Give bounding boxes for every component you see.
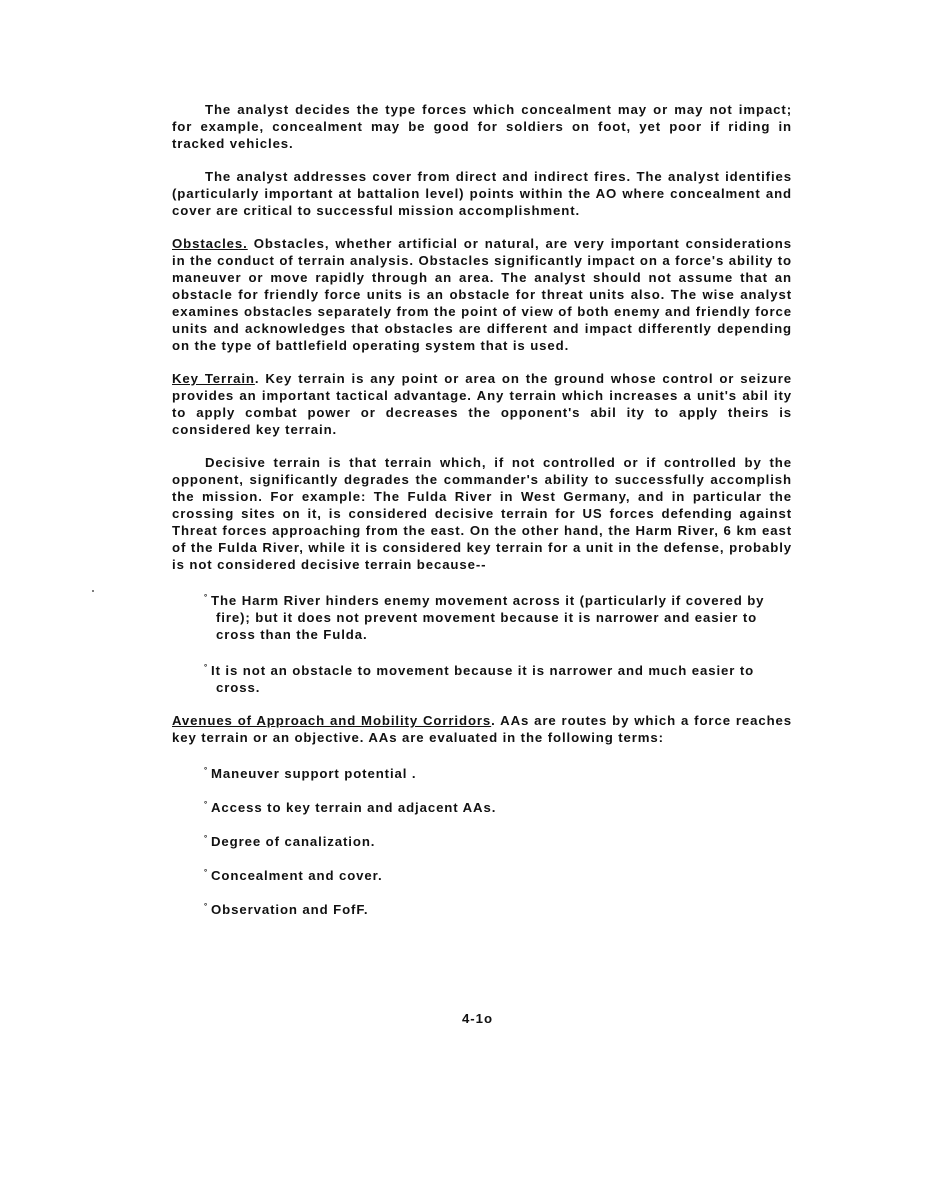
term-text: Access to key terrain and adjacent AAs.: [211, 800, 497, 815]
term-canalization: [204, 830, 776, 850]
degree-bullet-icon: °: [204, 766, 209, 775]
bullet-text: The Harm River hinders enemy movement across it (particularly if covered by fire); but it does not prevent movement because it is narrower and easier to cross than the Fulda.: [211, 593, 765, 642]
paragraph-concealment: [172, 101, 792, 152]
obstacles-text: Obstacles, whether artificial or natural, are very important considerations in the conduct of terrain analysis. Obstacles significantly impact on a force's ability to maneuver or move rapidly through an area. The analyst should not assume that an obstacle for friendly force units is an obstacle for threat units also. The wise analyst examines obstacles separately from the point of view of both enemy and friendly force units and acknowledges that obstacles are different and impact differently depending on the type of battlefield operating system that is used.: [172, 236, 792, 353]
paragraph-cover: [172, 168, 792, 219]
term-text: Observation and FofF.: [211, 902, 369, 917]
avenues-text: . AAs are routes by which a force reaches key terrain or an objective. AAs are evaluated in the following terms:: [172, 713, 792, 745]
key-terrain-text: . Key terrain is any point or area on the ground whose control or seizure provides an important tactical advantage. Any terrain which increases a unit's abil ity to apply combat power or decreases the opponent's abil ity to apply theirs is considered key terrain.: [172, 371, 793, 437]
term-access-key-terrain: [204, 796, 776, 816]
term-text: Concealment and cover.: [211, 868, 383, 883]
degree-bullet-icon: °: [204, 663, 209, 672]
bullet-not-obstacle: [204, 659, 776, 696]
avenues-heading: Avenues of Approach and Mobility Corridors: [172, 713, 492, 728]
paragraph-key-terrain: [172, 370, 792, 438]
term-text: Degree of canalization.: [211, 834, 376, 849]
document-body: [172, 101, 792, 932]
term-observation: [204, 898, 776, 918]
degree-bullet-icon: °: [204, 834, 209, 843]
paragraph-concealment-text: The analyst decides the type forces which concealment may or may not impact; for example, concealment may be good for soldiers on foot, yet poor if riding in tracked vehicles.: [172, 102, 792, 151]
obstacles-heading: Obstacles.: [172, 236, 248, 251]
key-terrain-heading: Key Terrain: [172, 371, 255, 386]
degree-bullet-icon: °: [204, 902, 209, 911]
degree-bullet-icon: °: [204, 593, 209, 602]
term-concealment-cover: [204, 864, 776, 884]
scan-speck: [92, 590, 94, 592]
page-number: 4-1o: [461, 1011, 494, 1026]
degree-bullet-icon: °: [204, 868, 209, 877]
paragraph-cover-text: The analyst addresses cover from direct and indirect fires. The analyst identifies (particularly important at battalion level) points within the AO where concealment and cover are critical to successful mission accomplishment.: [172, 169, 792, 218]
decisive-terrain-text: Decisive terrain is that terrain which, if not controlled or if controlled by the opponent, significantly degrades the commander's ability to successfully accomplish the mission. For example: The Fulda River in West Germany, and in particular the crossing sites on it, is considered decisive terrain for US forces defending against Threat forces approaching from the east. On the other hand, the Harm River, 6 km east of the Fulda River, while it is considered key terrain for a unit in the defense, probably is not considered decisive terrain because--: [172, 455, 792, 572]
paragraph-avenues: [172, 712, 792, 746]
bullet-text: It is not an obstacle to movement because it is narrower and much easier to cross.: [211, 663, 755, 695]
paragraph-decisive-terrain: [172, 454, 792, 573]
bullet-harm-river-hinders: [204, 589, 776, 643]
term-maneuver-support: [204, 762, 776, 782]
paragraph-obstacles: [172, 235, 792, 354]
degree-bullet-icon: °: [204, 800, 209, 809]
term-text: Maneuver support potential .: [211, 766, 417, 781]
